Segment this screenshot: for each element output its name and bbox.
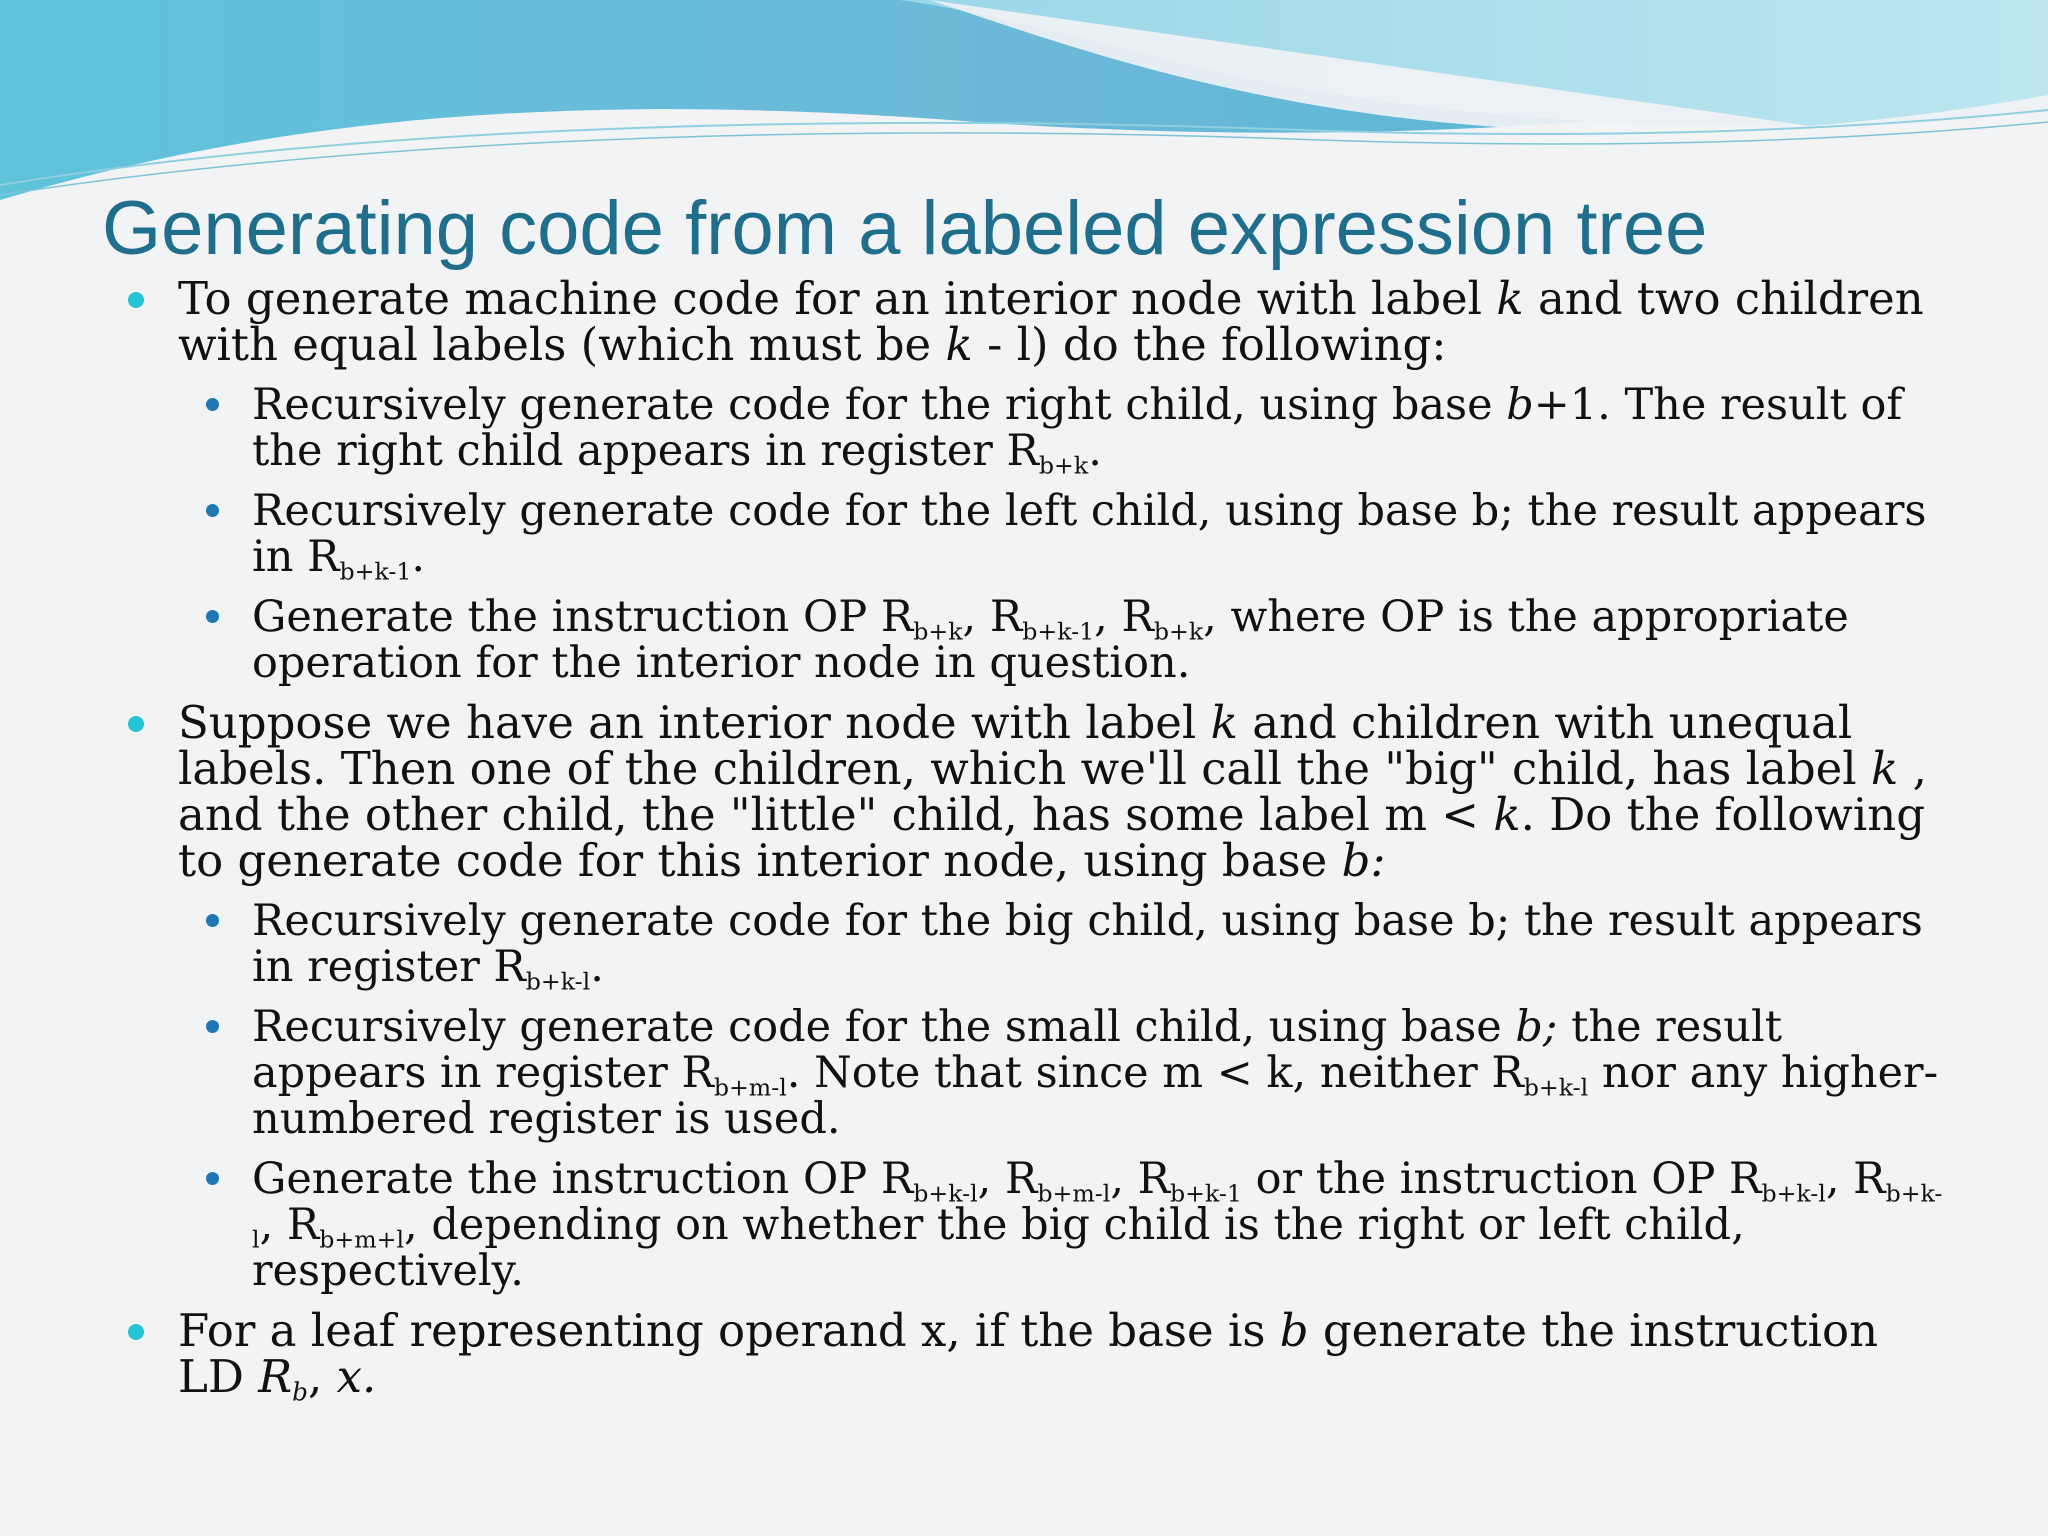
bullet-level2	[0, 1156, 2048, 1294]
bullet-level2	[0, 896, 2048, 996]
bullet-level2	[0, 1004, 2048, 1142]
bullet-dot-icon	[206, 1020, 219, 1033]
bullet-dot-icon	[206, 610, 219, 623]
bullet-dot-icon	[206, 504, 219, 517]
bullet-dot-icon	[128, 292, 144, 308]
sub-bullet-text: Recursively generate code for the small child, using base b; the result appears in register $R_{b+m-l}$. Note that since m < k, neither $R_{b+k-l}$ nor any higher-numbered register is used.	[252, 1002, 1939, 1144]
bullet-level1	[0, 1304, 2048, 1407]
bullet-dot-icon	[206, 914, 219, 927]
bullet-level1	[0, 696, 2048, 887]
sub-bullet-text: Recursively generate code for the right child, using base b+1. The result of the right child appears in register $R_{b+k}$.	[252, 380, 1903, 480]
bullet-text: For a leaf representing operand x, if the base is b generate the instruction LD $R_b$, x.	[178, 1304, 1879, 1407]
sub-bullet-text: Generate the instruction OP $R_{b+k}$, $R_{b+k-1}$, $R_{b+k}$, where OP is the appropriate operation for the interior node in question.	[252, 592, 1849, 688]
slide-title: Generating code from a labeled expression tree	[102, 186, 1708, 271]
bullet-level2	[0, 380, 2048, 480]
bullet-level2	[0, 486, 2048, 586]
bullet-text: To generate machine code for an interior node with label k and two children with equal labels (which must be k - l) do the following:	[178, 272, 1924, 371]
bullet-dot-icon	[128, 1324, 144, 1340]
bullet-text: Suppose we have an interior node with label k and children with unequal labels. Then one of the children, which we'll call the "big" child, has label k , and the other child, the "little" child, has some label m < k. Do the following to generate code for this interior node, using base b:	[178, 696, 1927, 887]
sub-bullet-text: Recursively generate code for the big child, using base b; the result appears in register $R_{b+k-l}$.	[252, 896, 1923, 996]
bullet-dot-icon	[206, 1172, 219, 1185]
bullet-list	[0, 272, 2048, 1414]
bullet-dot-icon	[128, 716, 144, 732]
sub-bullet-text: Generate the instruction OP $R_{b+k-l}$, $R_{b+m-l}$, $R_{b+k-1}$ or the instruction OP $R_{b+k-l}$, $R_{b+k-l}$, $R_{b+m+l}$, depending on whether the big child is the right or left child, respectively.	[252, 1154, 1943, 1296]
bullet-dot-icon	[206, 398, 219, 411]
bullet-level2	[0, 594, 2048, 686]
bullet-level1	[0, 272, 2048, 371]
sub-bullet-text: Recursively generate code for the left child, using base b; the result appears in $R_{b+k-1}$.	[252, 486, 1927, 586]
